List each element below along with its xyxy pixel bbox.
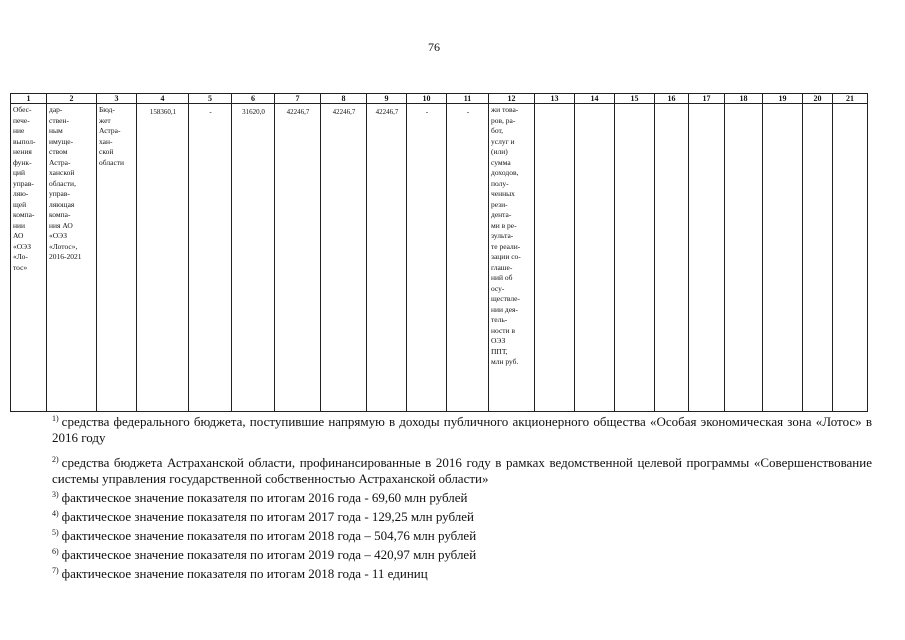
cell-text xyxy=(535,104,574,105)
cell-text: Бюд- жет Астра- хан- ской области xyxy=(99,105,125,167)
cell-text: дар- ствен- ным имуще- ством Астра- ханской области, управ- ляющая компа- ния АО «ОЭЗ «Лотос», 2016-2021 xyxy=(49,105,82,261)
cell-text xyxy=(803,104,832,105)
table-cell xyxy=(367,104,407,412)
footnote xyxy=(52,452,872,487)
data-table xyxy=(10,93,868,412)
cell-value: - xyxy=(425,108,429,116)
cell-value: - xyxy=(209,108,212,116)
footnote-text: средства бюджета Астраханской области, профинансированные в 2016 году в рамках ведомственной целевой программы «Совершенствование системы управления государственной собственностью Астраханской области» xyxy=(52,455,872,486)
footnote-text: фактическое значение показателя по итогам 2019 года – 420,97 млн рублей xyxy=(61,547,477,562)
column-header: 17 xyxy=(689,94,725,104)
table-cell xyxy=(447,104,489,412)
column-header: 13 xyxy=(535,94,575,104)
table-cell xyxy=(655,104,689,412)
table-cell xyxy=(833,104,868,412)
footnotes xyxy=(52,411,872,582)
cell-text xyxy=(655,104,688,105)
column-header: 14 xyxy=(575,94,615,104)
column-header: 9 xyxy=(367,94,407,104)
column-header: 1 xyxy=(11,94,47,104)
cell-value: 31620,0 xyxy=(242,108,265,116)
cell-text: Обес- пече- ние выпол- нения функ- ций управ- ляю- щей компа- нии АО «ОЭЗ «Ло- тос» xyxy=(13,105,36,272)
column-header: 4 xyxy=(137,94,189,104)
footnote-mark: 6) xyxy=(52,547,59,556)
column-header: 21 xyxy=(833,94,868,104)
table-cell xyxy=(97,104,137,412)
table-cell xyxy=(763,104,803,412)
footnote-text: фактическое значение показателя по итогам 2017 года - 129,25 млн рублей xyxy=(61,509,474,524)
footnote-mark: 7) xyxy=(52,566,59,575)
footnote-text: фактическое значение показателя по итогам 2016 года - 69,60 млн рублей xyxy=(61,490,468,505)
footnote-text: фактическое значение показателя по итогам 2018 года - 11 единиц xyxy=(61,566,428,581)
column-header: 10 xyxy=(407,94,447,104)
table-cell xyxy=(189,104,232,412)
table-cell xyxy=(137,104,189,412)
footnote-text: фактическое значение показателя по итогам 2018 года – 504,76 млн рублей xyxy=(61,528,477,543)
column-header: 8 xyxy=(321,94,367,104)
page-number: 76 xyxy=(428,40,440,54)
footnote xyxy=(52,487,872,506)
cell-text xyxy=(833,104,867,105)
table-row xyxy=(11,104,868,412)
table-cell xyxy=(725,104,763,412)
cell-value: 42246,7 xyxy=(286,108,310,116)
cell-text xyxy=(575,104,614,105)
table-cell xyxy=(321,104,367,412)
footnote xyxy=(52,544,872,563)
footnote-mark: 4) xyxy=(52,509,59,518)
table-cell xyxy=(232,104,275,412)
column-header: 6 xyxy=(232,94,275,104)
cell-text xyxy=(615,104,654,105)
cell-value: 158360,1 xyxy=(149,108,177,116)
column-header: 20 xyxy=(803,94,833,104)
cell-text xyxy=(689,104,724,105)
table-cell xyxy=(11,104,47,412)
column-header: 12 xyxy=(489,94,535,104)
cell-text xyxy=(763,104,802,105)
footnote-mark: 2) xyxy=(52,455,59,464)
footnote xyxy=(52,411,872,446)
cell-value: 42246,7 xyxy=(332,108,356,116)
footnote xyxy=(52,506,872,525)
cell-value: - xyxy=(466,108,470,116)
cell-text xyxy=(725,104,762,105)
footnote xyxy=(52,563,872,582)
column-header: 2 xyxy=(47,94,97,104)
table-cell xyxy=(275,104,321,412)
table-header-row xyxy=(11,94,868,104)
table-cell xyxy=(535,104,575,412)
table-cell xyxy=(803,104,833,412)
column-header: 16 xyxy=(655,94,689,104)
column-header: 11 xyxy=(447,94,489,104)
table-cell xyxy=(689,104,725,412)
column-header: 7 xyxy=(275,94,321,104)
table-cell xyxy=(489,104,535,412)
footnote-mark: 1) xyxy=(52,414,59,423)
table-cell xyxy=(615,104,655,412)
footnote-mark: 5) xyxy=(52,528,59,537)
cell-text: жи това- ров, ра- бот, услуг и (или) сумма доходов, полу- ченных рези- дента- ми в ре- зульта- те реали- зации со- глаше- ний об осу- ществле- нии дея- тель- ности в ОЭЗ ППТ, млн руб. xyxy=(491,105,521,366)
cell-value: 42246,7 xyxy=(375,108,399,116)
column-header: 15 xyxy=(615,94,655,104)
table-cell xyxy=(47,104,97,412)
column-header: 3 xyxy=(97,94,137,104)
table-cell xyxy=(575,104,615,412)
footnote xyxy=(52,525,872,544)
column-header: 5 xyxy=(189,94,232,104)
table-cell xyxy=(407,104,447,412)
column-header: 19 xyxy=(763,94,803,104)
column-header: 18 xyxy=(725,94,763,104)
footnote-mark: 3) xyxy=(52,490,59,499)
footnote-text: средства федерального бюджета, поступившие напрямую в доходы публичного акционерного общества «Особая экономическая зона «Лотос» в 2016 году xyxy=(52,414,872,445)
